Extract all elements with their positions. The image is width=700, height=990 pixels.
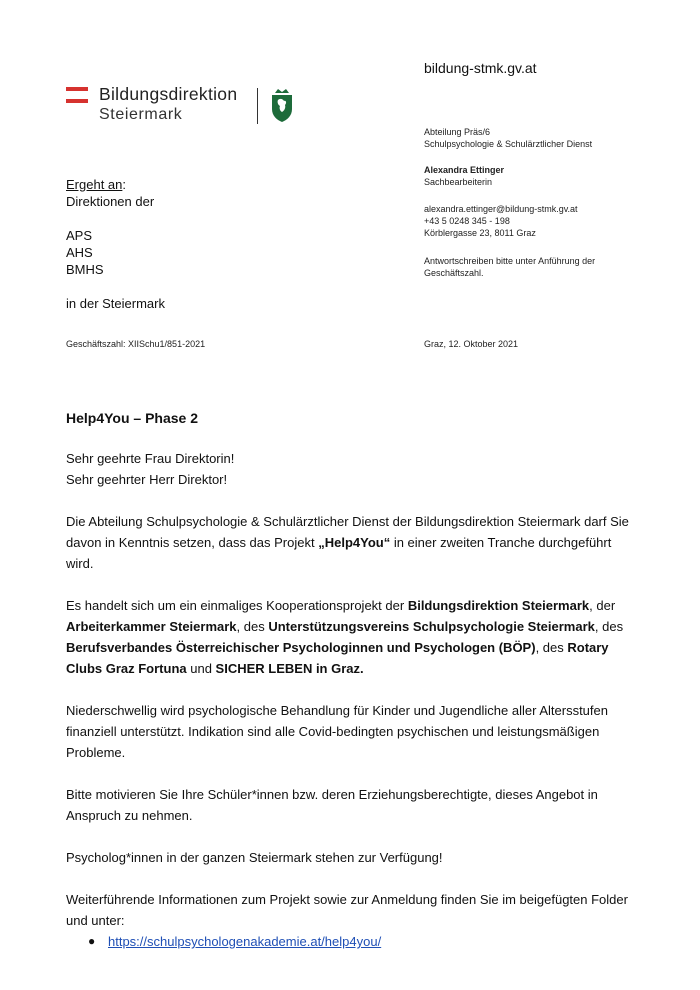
- contact-phone: +43 5 0248 345 - 198: [424, 216, 510, 226]
- reply-note: Antwortschreiben bitte unter Anführung der Geschäftszahl.: [424, 256, 596, 278]
- bullet-icon: ●: [88, 934, 96, 948]
- text-span: , der: [589, 598, 616, 613]
- text-span: Die Abteilung Schulpsychologie & Schulärztlicher Dienst der Bildungsdirektion Steiermark darf Sie davon in Kenntnis setzen, dass das Projekt: [66, 514, 629, 550]
- website-link[interactable]: bildung-stmk.gv.at: [424, 60, 537, 76]
- partner-name: Rotary Clubs Graz Fortuna: [66, 640, 609, 676]
- department-name: Abteilung Präs/6: [424, 127, 491, 137]
- styrian-crest-icon: [271, 87, 293, 123]
- school-type: BMHS: [66, 262, 104, 277]
- text-span: in einer zweiten Tranche durchgeführt wird.: [66, 535, 612, 571]
- text-span: , des: [535, 640, 568, 655]
- letter-body: [66, 448, 636, 952]
- recipients-label: Ergeht an: [66, 177, 123, 192]
- contact-name: Alexandra Ettinger: [424, 165, 505, 175]
- recipients-region: in der Steiermark: [66, 296, 165, 311]
- project-name: „Help4You“: [318, 535, 391, 550]
- text-span: , des: [236, 619, 269, 634]
- text-span: Es handelt sich um ein einmaliges Kooperationsprojekt der: [66, 598, 408, 613]
- partner-name: Berufsverbandes Österreichischer Psychologinnen und Psychologen (BÖP): [66, 640, 536, 655]
- department-info: [424, 126, 674, 150]
- paragraph: [66, 595, 636, 679]
- recipients-line: Direktionen der: [66, 194, 155, 209]
- reference-number: Geschäftszahl: XIISchu1/851-2021: [66, 339, 206, 349]
- logo-subtitle: Steiermark: [99, 106, 183, 123]
- recipients-label-colon: :: [122, 177, 126, 192]
- letter-date: Graz, 12. Oktober 2021: [424, 339, 519, 349]
- salutation-line: Sehr geehrte Frau Direktorin!: [66, 451, 235, 466]
- salutation: [66, 448, 636, 490]
- austria-flag-icon: [66, 87, 88, 106]
- recipients: [66, 176, 366, 312]
- paragraph: [66, 511, 636, 574]
- partner-name: Arbeiterkammer Steiermark: [66, 619, 237, 634]
- text-span: und: [186, 661, 216, 676]
- contact-address: Körblergasse 23, 8011 Graz: [424, 228, 536, 238]
- department-subname: Schulpsychologie & Schulärztlicher Dienst: [424, 139, 593, 149]
- paragraph: Psycholog*innen in der ganzen Steiermark stehen zur Verfügung!: [66, 850, 443, 865]
- text-span: , des: [594, 619, 624, 634]
- contact-person: [424, 164, 674, 188]
- contact-role: Sachbearbeiterin: [424, 177, 493, 187]
- list-item: [88, 931, 636, 952]
- partner-name: SICHER LEBEN in Graz.: [215, 661, 364, 676]
- partner-name: Unterstützungsvereins Schulpsychologie Steiermark: [268, 619, 595, 634]
- paragraph: Niederschwellig wird psychologische Behandlung für Kinder und Jugendliche aller Altersstufen finanziell unterstützt. Indikation sind alle Covid-bedingten psychischen und leistungsmäßigen Probleme.: [66, 703, 608, 760]
- letter-subject: Help4You – Phase 2: [66, 410, 199, 426]
- logo-title: Bildungsdirektion: [99, 84, 238, 104]
- logo-divider: [257, 88, 258, 124]
- school-type: AHS: [66, 245, 93, 260]
- paragraph: Bitte motivieren Sie Ihre Schüler*innen bzw. deren Erziehungsberechtigte, dieses Angebot in Anspruch zu nehmen.: [66, 787, 598, 823]
- salutation-line: Sehr geehrter Herr Direktor!: [66, 472, 228, 487]
- project-link[interactable]: https://schulpsychologenakademie.at/help4you/: [108, 934, 382, 949]
- partner-name: Bildungsdirektion Steiermark: [407, 598, 590, 613]
- contact-details: [424, 203, 674, 239]
- paragraph: Weiterführende Informationen zum Projekt sowie zur Anmeldung finden Sie im beigefügten Folder und unter:: [66, 892, 628, 928]
- school-type: APS: [66, 228, 93, 243]
- contact-email[interactable]: alexandra.ettinger@bildung-stmk.gv.at: [424, 204, 578, 214]
- logo: [66, 84, 316, 132]
